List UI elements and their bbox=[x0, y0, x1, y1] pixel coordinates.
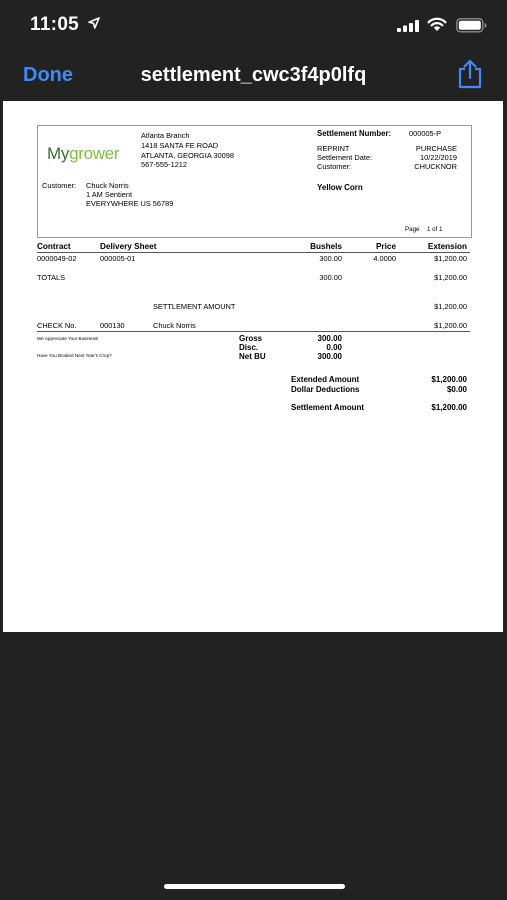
totals-extension: $1,200.00 bbox=[434, 273, 467, 282]
column-bushels: Bushels bbox=[310, 242, 342, 251]
done-button[interactable]: Done bbox=[23, 64, 73, 86]
settlement-total-value: $1,200.00 bbox=[431, 403, 467, 412]
check-amount: $1,200.00 bbox=[434, 321, 467, 330]
extended-amount-label: Extended Amount bbox=[291, 375, 360, 384]
check-divider bbox=[37, 331, 470, 332]
branch-name: Atlanta Branch bbox=[141, 131, 190, 140]
branch-address: 1418 SANTA FE ROAD bbox=[141, 141, 219, 150]
document-page[interactable] bbox=[3, 101, 503, 632]
customer-city: EVERYWHERE US 56789 bbox=[86, 199, 174, 208]
row-extension: $1,200.00 bbox=[434, 254, 467, 263]
header-divider bbox=[37, 252, 470, 253]
branch-phone: 567-555-1212 bbox=[141, 160, 188, 169]
column-delivery-sheet: Delivery Sheet bbox=[100, 242, 157, 251]
totals-label: TOTALS bbox=[37, 273, 66, 282]
note-next-crop: Have You Booked Next Year's Crop? bbox=[37, 353, 112, 358]
mygrower-logo bbox=[47, 144, 119, 164]
dollar-deductions-value: $0.00 bbox=[446, 385, 467, 394]
customer-code: CHUCKNOR bbox=[414, 162, 457, 171]
check-payee: Chuck Norris bbox=[153, 321, 196, 330]
settlement-amount-label: SETTLEMENT AMOUNT bbox=[153, 302, 236, 311]
disc-label: Disc. bbox=[239, 343, 259, 352]
home-indicator[interactable] bbox=[164, 884, 345, 889]
row-contract: 0000049-02 bbox=[37, 254, 77, 263]
branch-city: ATLANTA, GEORGIA 30098 bbox=[141, 151, 234, 160]
share-icon[interactable] bbox=[456, 59, 484, 89]
gross-value: 300.00 bbox=[317, 334, 342, 343]
settlement-date-label: Settlement Date: bbox=[317, 153, 373, 162]
row-bushels: 300.00 bbox=[319, 254, 342, 263]
gross-label: Gross bbox=[239, 334, 263, 343]
battery-icon bbox=[456, 18, 488, 33]
customer-label: Customer: bbox=[42, 181, 77, 190]
note-appreciate: We Appreciate Your Business! bbox=[37, 336, 99, 341]
logo-suffix: grower bbox=[69, 144, 120, 163]
row-price: 4.0000 bbox=[373, 254, 396, 263]
column-contract: Contract bbox=[37, 242, 71, 251]
check-label: CHECK No. bbox=[37, 321, 77, 330]
navigation-bar bbox=[0, 50, 507, 100]
dollar-deductions-label: Dollar Deductions bbox=[291, 385, 360, 394]
totals-bushels: 300.00 bbox=[319, 273, 342, 282]
settlement-number-label: Settlement Number: bbox=[317, 129, 392, 138]
settlement-date: 10/22/2019 bbox=[420, 153, 457, 162]
status-bar bbox=[0, 0, 507, 50]
settlement-total-label: Settlement Amount bbox=[291, 403, 365, 412]
commodity: Yellow Corn bbox=[317, 183, 363, 192]
reprint-label: REPRINT bbox=[317, 144, 350, 153]
column-price: Price bbox=[375, 242, 396, 251]
net-bu-value: 300.00 bbox=[317, 352, 342, 361]
status-time: 11:05 bbox=[30, 14, 80, 35]
check-number: 000130 bbox=[100, 321, 125, 330]
extended-amount-value: $1,200.00 bbox=[431, 375, 467, 384]
page-label: Page bbox=[405, 226, 420, 233]
row-delivery-sheet: 000005-01 bbox=[100, 254, 136, 263]
wifi-icon bbox=[427, 17, 447, 32]
customer-code-label: Customer: bbox=[317, 162, 352, 171]
logo-prefix: My bbox=[47, 144, 70, 163]
purchase-label: PURCHASE bbox=[415, 144, 457, 153]
cellular-signal-icon bbox=[397, 20, 419, 32]
location-arrow-icon bbox=[88, 17, 100, 29]
settlement-number: 000005-P bbox=[409, 129, 442, 138]
customer-name: Chuck Norris bbox=[86, 181, 129, 190]
page-value: 1 of 1 bbox=[427, 226, 443, 233]
customer-address: 1 AM Sentient bbox=[86, 190, 133, 199]
column-extension: Extension bbox=[427, 242, 467, 251]
document-title: settlement_cwc3f4p0lfq bbox=[140, 64, 367, 86]
disc-value: 0.00 bbox=[326, 343, 342, 352]
settlement-amount-value: $1,200.00 bbox=[434, 302, 467, 311]
net-bu-label: Net BU bbox=[239, 352, 266, 361]
